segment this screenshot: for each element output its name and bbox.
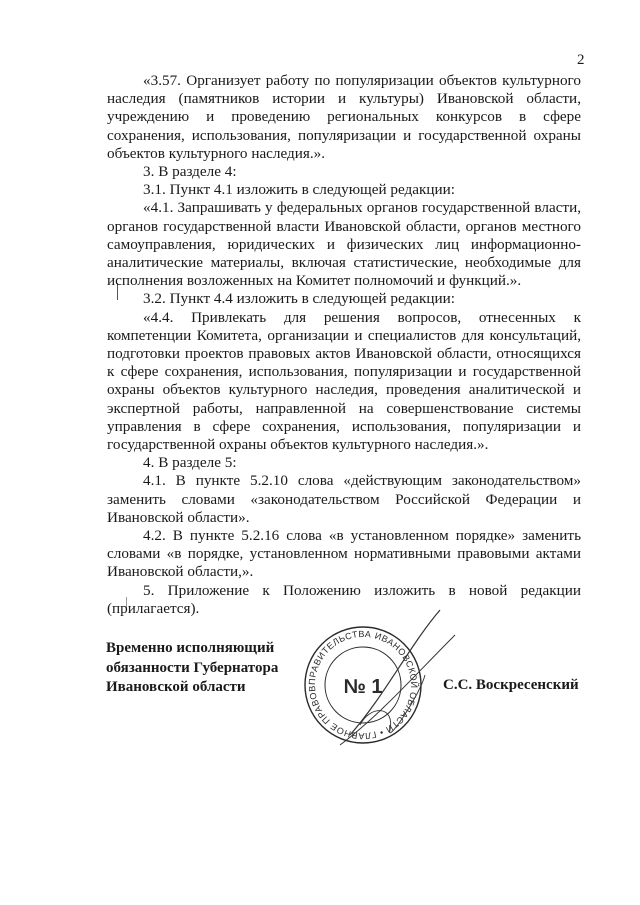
signature-stroke [350,610,440,735]
document-body [107,72,581,618]
item-5: 5. Приложение к Положению изложить в новой редакции (прилагается). [107,581,581,617]
section-4-heading: 3. В разделе 4: [143,163,237,181]
stamp-number: № 1 [343,676,383,698]
stamp-ring-text: ПРАВИТЕЛЬСТВА ИВАНОВСКОЙ ОБЛАСТИ • ГЛАВНОЕ ПРАВОВ [306,628,420,742]
item-3-2: 3.2. Пункт 4.4 изложить в следующей редакции: [143,290,456,308]
stamp-graphic [290,605,460,755]
item-3-1: 3.1. Пункт 4.1 изложить в следующей редакции: [143,181,456,199]
position-line: Временно исполняющий [106,640,275,656]
section-5-heading: 4. В разделе 5: [143,454,237,472]
paragraph-4-4: «4.4. Привлекать для решения вопросов, отнесенных к компетенции Комитета, организации и специалистов для консультаций, подготовки проектов правовых актов Ивановской области, относящихся к сфере сохранения, использования, популяризации и государственной охраны объектов культурного наследия, проведения аналитической и экспертной работы, направленной на совершенствование системы управления в сфере сохранения, использования, популяризации и государственной охраны объектов культурного наследия.». [107,308,581,454]
item-4-1: 4.1. В пункте 5.2.10 слова «действующим законодательством» заменить словами «законодательством Российской Федерации и Ивановской области». [107,472,581,526]
paragraph-4-1: «4.1. Запрашивать у федеральных органов государственной власти, органов государственной власти Ивановской области, органов местного самоуправления, юридических и физических лиц информационно-аналитические материалы, включая статистические, необходимые для исполнения возложенных на Комитет полномочий и функций.». [107,199,581,290]
item-4-2: 4.2. В пункте 5.2.16 слова «в установленном порядке» заменить словами «в порядке, установленном нормативными правовыми актами Ивановской области,». [107,527,581,581]
position-line: обязанности Губернатора [106,659,279,676]
official-stamp [290,605,460,755]
paragraph-3-57: «3.57. Организует работу по популяризации объектов культурного наследия (памятников истории и культуры) Ивановской области, учреждению и проведению региональных конкурсов в сфере сохранения, использования, популяризации и государственной охраны объектов культурного наследия.». [107,72,581,162]
position-line: Ивановской области [106,679,246,695]
signer-name: С.С. Воскресенский [443,677,579,693]
signatory-position [106,639,278,698]
page-number: 2 [577,52,585,68]
